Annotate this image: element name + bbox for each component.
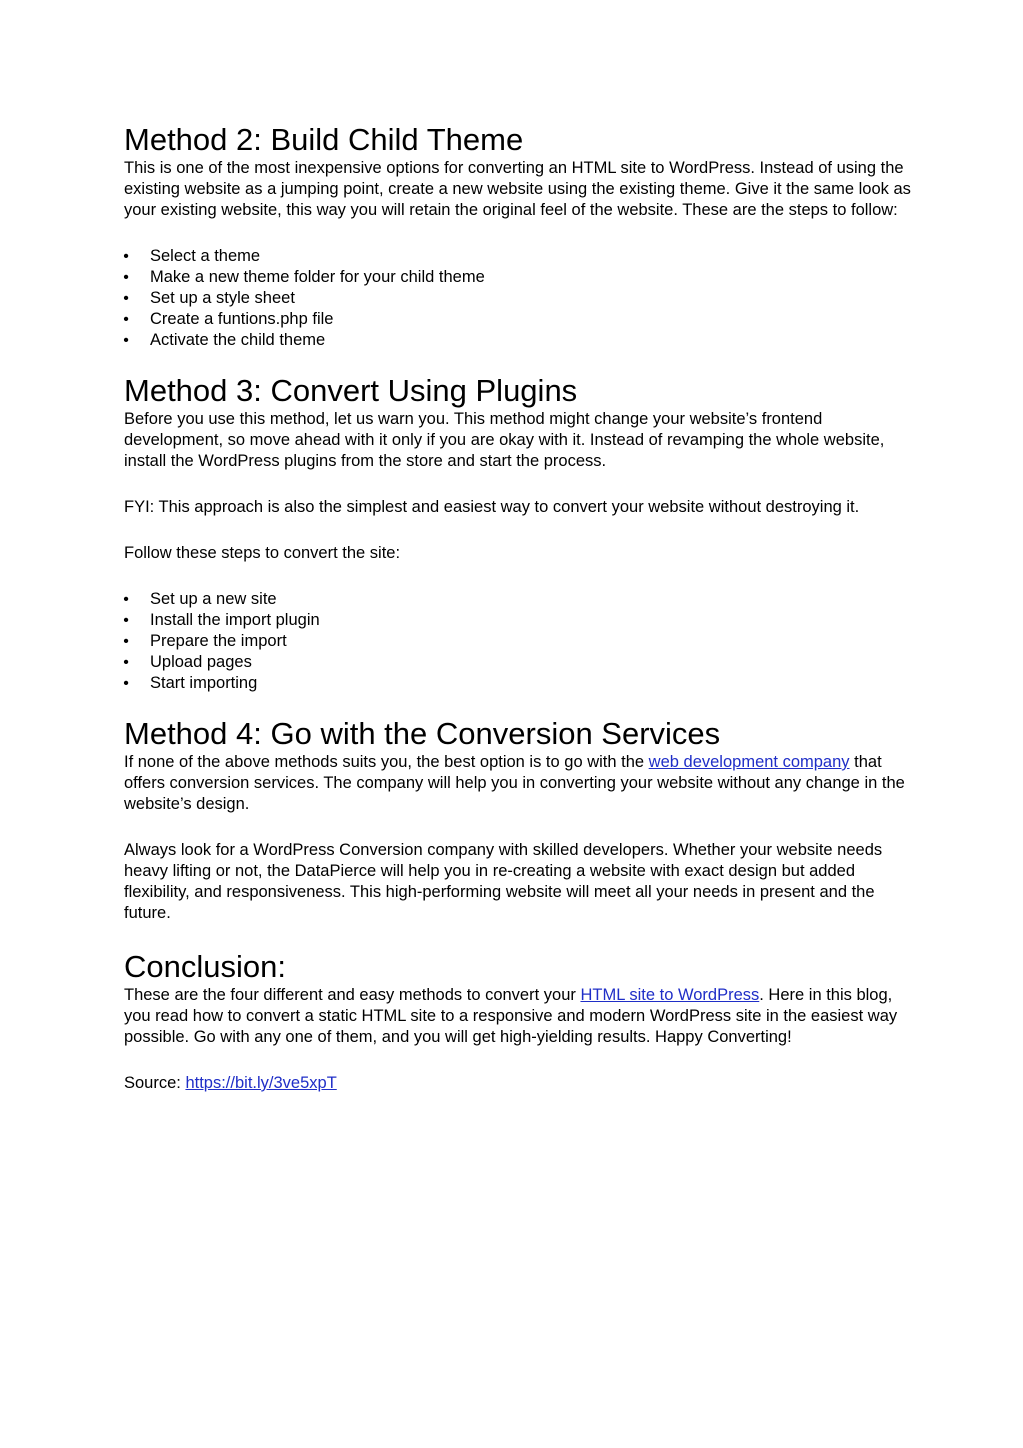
list-item-text: Activate the child theme xyxy=(150,331,326,349)
list-item xyxy=(124,267,914,288)
bullet-icon: • xyxy=(123,612,129,629)
list-item xyxy=(124,309,914,330)
method-3-steps-list xyxy=(124,589,914,694)
method-4-text-after-link: that offers conversion services. The company will help you in converting your website without any change in the website’s design. xyxy=(124,753,905,813)
source-line xyxy=(124,1073,914,1094)
bullet-icon: • xyxy=(123,675,129,692)
bullet-icon: • xyxy=(123,633,129,650)
list-item-text: Start importing xyxy=(150,674,258,692)
method-2-steps-list xyxy=(124,246,914,351)
method-3-heading: Method 3: Convert Using Plugins xyxy=(124,373,578,408)
html-site-to-wordpress-link[interactable]: HTML site to WordPress xyxy=(580,986,760,1004)
conclusion-text-before-link: These are the four different and easy methods to convert your xyxy=(124,986,581,1004)
list-item-text: Prepare the import xyxy=(150,632,287,650)
list-item xyxy=(124,246,914,267)
method-3-intro: Before you use this method, let us warn you. This method might change your website’s frontend development, so move ahead with it only if you are okay with it. Instead of revamping the whole website, install the WordPress plugins from the store and start the process. xyxy=(124,410,885,470)
method-3-fyi: FYI: This approach is also the simplest and easiest way to convert your website without destroying it. xyxy=(124,498,860,516)
list-item xyxy=(124,631,914,652)
list-item xyxy=(124,330,914,351)
list-item xyxy=(124,288,914,309)
conclusion-text-after-link: . Here in this blog, you read how to convert a static HTML site to a responsive and modern WordPress site in the easiest way possible. Go with any one of them, and you will get high-yielding results. Happy Converting! xyxy=(124,986,898,1046)
list-item-text: Create a funtions.php file xyxy=(150,310,334,328)
method-4-paragraph-2: Always look for a WordPress Conversion company with skilled developers. Whether your website needs heavy lifting or not, the DataPierce will help you in re-creating a website with exact design but added flexibility, and responsiveness. This high-performing website will meet all your needs in present and the future. xyxy=(124,841,883,922)
bullet-icon: • xyxy=(123,591,129,608)
conclusion-paragraph xyxy=(124,985,914,1048)
method-3-follow: Follow these steps to convert the site: xyxy=(124,544,401,562)
bullet-icon: • xyxy=(123,311,129,328)
source-link[interactable]: https://bit.ly/3ve5xpT xyxy=(185,1074,337,1092)
bullet-icon: • xyxy=(123,290,129,307)
method-4-heading: Method 4: Go with the Conversion Services xyxy=(124,716,721,751)
list-item-text: Set up a style sheet xyxy=(150,289,295,307)
method-4-text-before-link: If none of the above methods suits you, the best option is to go with the xyxy=(124,753,649,771)
list-item xyxy=(124,673,914,694)
method-2-heading: Method 2: Build Child Theme xyxy=(124,122,524,157)
list-item-text: Select a theme xyxy=(150,247,261,265)
list-item xyxy=(124,589,914,610)
method-4-paragraph-1 xyxy=(124,752,914,815)
bullet-icon: • xyxy=(123,654,129,671)
web-development-company-link[interactable]: web development company xyxy=(648,753,850,771)
list-item-text: Set up a new site xyxy=(150,590,277,608)
list-item xyxy=(124,652,914,673)
list-item-text: Install the import plugin xyxy=(150,611,320,629)
method-2-intro: This is one of the most inexpensive options for converting an HTML site to WordPress. Instead of using the existing website as a jumping point, create a new website using the existing theme. Give it the same look as your existing website, this way you will retain the original feel of the website. These are the steps to follow: xyxy=(124,159,911,219)
bullet-icon: • xyxy=(123,269,129,286)
bullet-icon: • xyxy=(123,332,129,349)
list-item xyxy=(124,610,914,631)
conclusion-heading: Conclusion: xyxy=(124,949,286,984)
document-page xyxy=(124,122,914,1094)
list-item-text: Upload pages xyxy=(150,653,252,671)
source-label: Source: xyxy=(124,1074,186,1092)
bullet-icon: • xyxy=(123,248,129,265)
list-item-text: Make a new theme folder for your child theme xyxy=(150,268,485,286)
